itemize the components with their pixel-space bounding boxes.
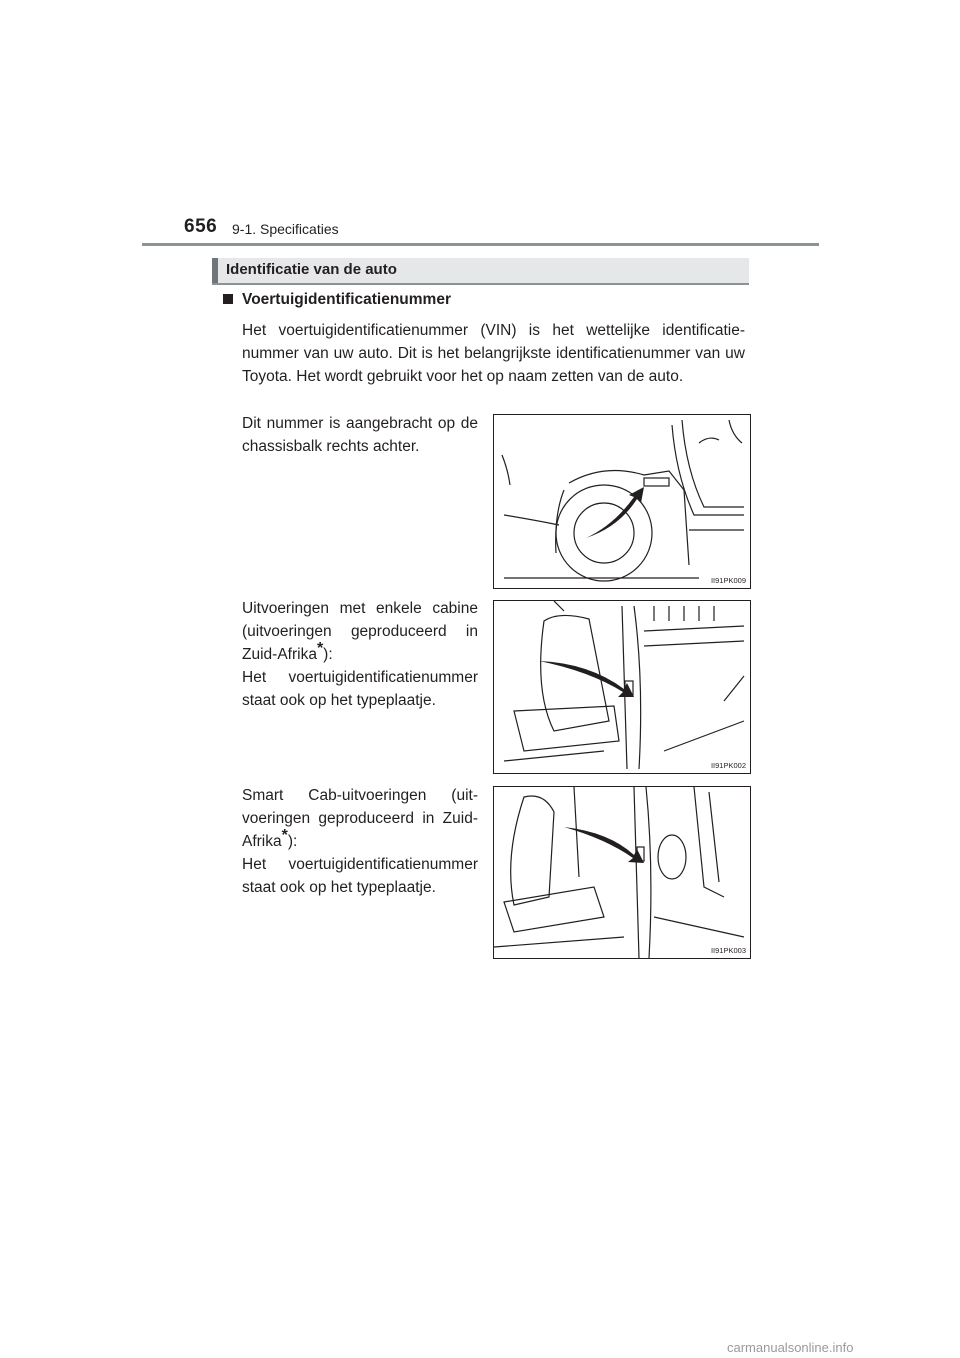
caption-chassis: Dit nummer is aangebracht op de chassisbalk rechts achter. bbox=[242, 415, 478, 455]
figure-single-cab-door-pillar bbox=[493, 600, 751, 774]
header-rule bbox=[142, 243, 819, 246]
door-pillar-illustration bbox=[494, 601, 750, 773]
watermark: carmanualsonline.info bbox=[727, 1340, 854, 1355]
square-bullet-icon bbox=[223, 294, 233, 304]
heading-accent bbox=[212, 258, 218, 283]
arrow-icon bbox=[539, 661, 634, 697]
section-title: 9-1. Specificaties bbox=[232, 221, 339, 237]
section-heading: Identificatie van de auto bbox=[226, 261, 397, 278]
caption-line2: Het voertuigidentificatienummer staat ook op het typeplaatje. bbox=[242, 856, 478, 896]
figure-code: II91PK009 bbox=[710, 576, 746, 585]
rear-wheel-illustration bbox=[494, 415, 750, 588]
subheading-text: Voertuigidentificatienummer bbox=[242, 291, 451, 308]
door-pillar-illustration bbox=[494, 787, 750, 958]
section-heading-bar bbox=[212, 258, 749, 285]
figure-rear-wheel-chassis bbox=[493, 414, 751, 589]
intro-paragraph: Het voertuigidentificatienummer (VIN) is het wettelijke identificatie-nummer van uw auto. Dit is het belangrijkste identificatienummer van uw Toyota. Het wordt gebruikt voor het op naam zetten van de auto. bbox=[242, 322, 745, 385]
caption-text: Uitvoeringen met enkele cabine (uitvoeringen geproduceerd in Zuid-Afrika bbox=[242, 600, 478, 663]
caption-line2: Het voertuigidentificatienummer staat ook op het typeplaatje. bbox=[242, 669, 478, 709]
caption-smart-cab bbox=[242, 784, 478, 899]
figure-smart-cab-door-pillar bbox=[493, 786, 751, 959]
arrow-icon bbox=[586, 487, 644, 538]
asterisk-mark: * bbox=[281, 826, 288, 844]
subheading bbox=[223, 291, 451, 309]
caption-text: Smart Cab-uitvoeringen (uit-voeringen geproduceerd in Zuid-Afrika bbox=[242, 787, 478, 850]
caption-single-cab bbox=[242, 597, 478, 712]
figure-code: II91PK003 bbox=[710, 946, 746, 955]
caption-close: ): bbox=[323, 646, 333, 663]
asterisk-mark: * bbox=[316, 639, 324, 657]
page-number: 656 bbox=[184, 216, 218, 237]
caption-close: ): bbox=[287, 833, 298, 850]
figure-code: II91PK002 bbox=[710, 761, 746, 770]
